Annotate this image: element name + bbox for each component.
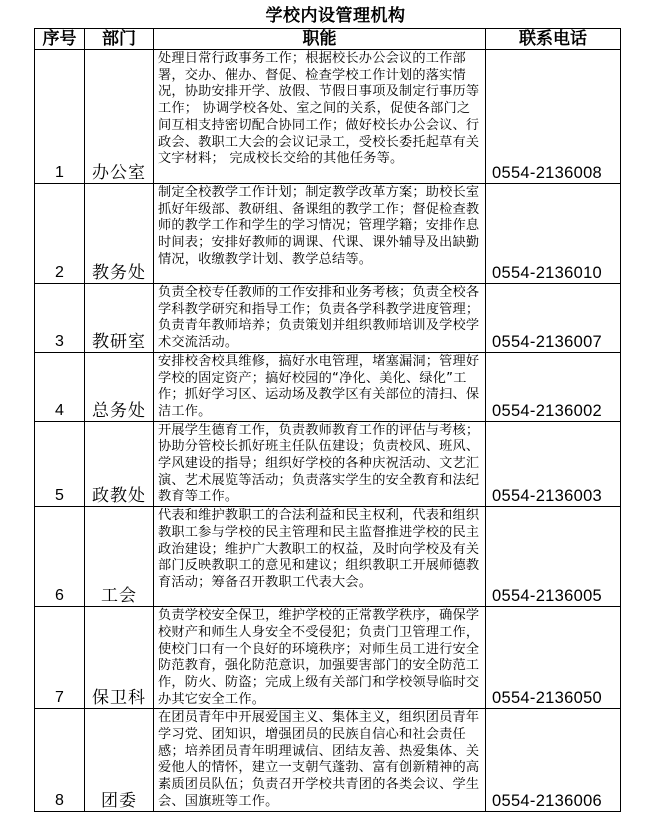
row-duties: 负责全校专任教师的工作安排和业务考核；负责全校各学科教学研究和指导工作；负责各学科教学进度管理；负责青年教师培养；负责策划并组织教师培训及学校学术交流活动。 bbox=[154, 284, 486, 353]
row-duties: 安排校舍校具维修，搞好水电管理，堵塞漏洞；管理好学校的固定资产；搞好校园的“净化、美化、绿化”工作；抓好学习区、运动场及教学区有关部位的清扫、保洁工作。 bbox=[154, 352, 486, 421]
row-department: 办公室 bbox=[85, 50, 154, 184]
row-department: 工会 bbox=[85, 507, 154, 607]
table-row bbox=[35, 421, 621, 507]
header-department: 部门 bbox=[85, 29, 154, 50]
row-phone: 0554-2136050 bbox=[486, 607, 621, 709]
row-index: 8 bbox=[35, 709, 85, 811]
table-row bbox=[35, 607, 621, 709]
table-row bbox=[35, 184, 621, 284]
row-duties: 代表和维护教职工的合法利益和民主权利，代表和组织教职工参与学校的民主管理和民主监督推进学校的民主政治建设；维护广大教职工的权益，及时向学校及有关部门反映教职工的意见和建议；组织教职工开展师德教育活动；筹备召开教职工代表大会。 bbox=[154, 507, 486, 607]
row-phone: 0554-2136005 bbox=[486, 507, 621, 607]
header-phone: 联系电话 bbox=[486, 29, 621, 50]
row-phone: 0554-2136008 bbox=[486, 50, 621, 184]
table-header-row bbox=[35, 29, 621, 50]
row-index: 1 bbox=[35, 50, 85, 184]
document-title: 学校内设管理机构 bbox=[265, 6, 406, 26]
table-row bbox=[35, 284, 621, 353]
row-phone: 0554-2136007 bbox=[486, 284, 621, 353]
header-duties: 职能 bbox=[154, 29, 486, 50]
row-department: 教研室 bbox=[85, 284, 154, 353]
row-duties: 处理日常行政事务工作；根据校长办公会议的工作部署，交办、催办、督促、检查学校工作计划的落实情况，协助安排开学、放假、节假日事项及制定行事历等工作； 协调学校各处、室之间的关系，促使各部门之间互相支持密切配合协同工作；做好校长办公会议、行政会、教职工大会的会议记录工，受校长委托起草有关文字材料； 完成校长交给的其他任务等。 bbox=[154, 50, 486, 184]
row-index: 6 bbox=[35, 507, 85, 607]
row-phone: 0554-2136006 bbox=[486, 709, 621, 811]
row-department: 教务处 bbox=[85, 184, 154, 284]
row-index: 4 bbox=[35, 352, 85, 421]
row-duties: 制定全校教学工作计划；制定教学改革方案；助校长室抓好年级部、教研组、备课组的教学工作；督促检查教师的教学工作和学生的学习情况；管理学籍；安排作息时间表；安排好教师的调课、代课、课外辅导及出缺勤情况，收缴教学计划、教学总结等。 bbox=[154, 184, 486, 284]
row-duties: 开展学生德育工作，负责教师教育工作的评估与考核；协助分管校长抓好班主任队伍建设；负责校风、班风、学风建设的指导；组织好学校的各种庆祝活动、文艺汇演、艺术展览等活动；负责落实学生的安全教育和法纪教育等工作。 bbox=[154, 421, 486, 507]
row-index: 7 bbox=[35, 607, 85, 709]
table-body bbox=[35, 50, 621, 812]
row-index: 5 bbox=[35, 421, 85, 507]
row-index: 2 bbox=[35, 184, 85, 284]
row-phone: 0554-2136003 bbox=[486, 421, 621, 507]
departments-table bbox=[34, 28, 621, 812]
table-row bbox=[35, 50, 621, 184]
row-duties: 在团员青年中开展爱国主义、集体主义，组织团员青年学习党、团知识，增强团员的民族自信心和社会责任感；培养团员青年明理诚信、团结友善、热爱集体、关爱他人的情怀，建立一支朝气蓬勃、富有创新精神的高素质团员队伍；负责召开学校共青团的各类会议、学生会、国旗班等工作。 bbox=[154, 709, 486, 811]
row-department: 总务处 bbox=[85, 352, 154, 421]
row-department: 政教处 bbox=[85, 421, 154, 507]
row-index: 3 bbox=[35, 284, 85, 353]
row-phone: 0554-2136002 bbox=[486, 352, 621, 421]
table-row bbox=[35, 709, 621, 811]
row-phone: 0554-2136010 bbox=[486, 184, 621, 284]
table-row bbox=[35, 507, 621, 607]
table-row bbox=[35, 352, 621, 421]
row-duties: 负责学校安全保卫，维护学校的正常教学秩序，确保学校财产和师生人身安全不受侵犯；负责门卫管理工作，使校门口有一个良好的环境秩序；对师生员工进行安全防范教育，强化防范意识，加强要害部门的安全防范工作，防火、防盗；完成上级有关部门和学校领导临时交办其它安全工作。 bbox=[154, 607, 486, 709]
row-department: 保卫科 bbox=[85, 607, 154, 709]
row-department: 团委 bbox=[85, 709, 154, 811]
header-index: 序号 bbox=[35, 29, 85, 50]
